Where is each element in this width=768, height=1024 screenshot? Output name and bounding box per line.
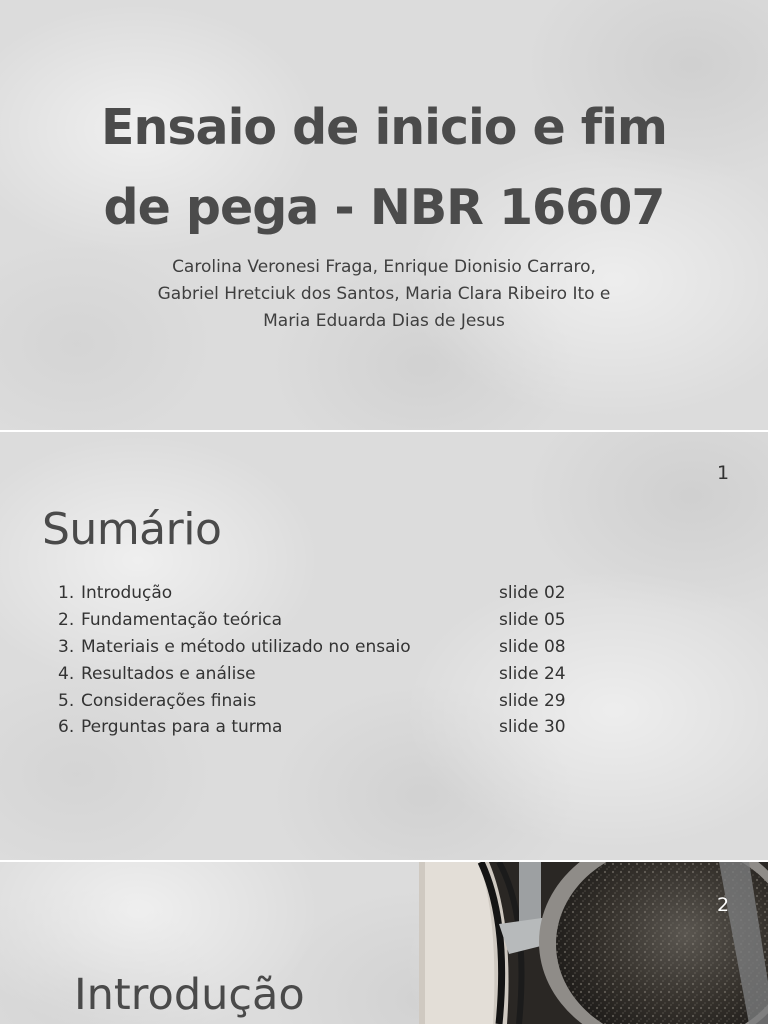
- intro-slide: [0, 862, 768, 1024]
- item-number: 2.: [58, 610, 75, 631]
- summary-item: [58, 607, 598, 634]
- cover-title-line-1: Ensaio de inicio e fim: [101, 99, 667, 156]
- page-number: 2: [717, 894, 730, 916]
- item-slide-ref: slide 30: [499, 717, 566, 738]
- summary-item: [58, 580, 598, 607]
- authors-line-1: Carolina Veronesi Fraga, Enrique Dionisio Carraro,: [172, 257, 596, 277]
- item-slide-ref: slide 02: [499, 583, 566, 604]
- summary-list: [58, 580, 598, 741]
- item-number: 4.: [58, 663, 75, 684]
- cover-authors: [60, 254, 708, 335]
- item-label: Introdução: [81, 583, 173, 604]
- page-number: 1: [717, 462, 730, 484]
- mixer-photo-illustration: [419, 862, 768, 1024]
- item-slide-ref: slide 08: [499, 636, 566, 657]
- summary-item: [58, 687, 598, 714]
- authors-line-3: Maria Eduarda Dias de Jesus: [263, 311, 505, 331]
- concrete-mixer-photo: [419, 862, 768, 1024]
- summary-item: [58, 660, 598, 687]
- item-number: 1.: [58, 583, 75, 604]
- intro-title: Introdução: [74, 970, 305, 1020]
- cover-title: [40, 88, 728, 248]
- authors-line-2: Gabriel Hretciuk dos Santos, Maria Clara Ribeiro Ito e: [157, 284, 611, 304]
- cover-slide: [0, 0, 768, 430]
- item-label: Fundamentação teórica: [81, 610, 283, 631]
- item-number: 5.: [58, 690, 75, 711]
- item-slide-ref: slide 29: [499, 690, 566, 711]
- item-label: Considerações finais: [81, 690, 257, 711]
- item-number: 6.: [58, 717, 75, 738]
- summary-title: Sumário: [42, 504, 222, 555]
- summary-slide: [0, 432, 768, 860]
- summary-item: [58, 714, 598, 741]
- item-number: 3.: [58, 636, 75, 657]
- item-label: Materiais e método utilizado no ensaio: [81, 636, 411, 657]
- item-label: Resultados e análise: [81, 663, 256, 684]
- item-label: Perguntas para a turma: [81, 717, 283, 738]
- item-slide-ref: slide 05: [499, 610, 566, 631]
- item-slide-ref: slide 24: [499, 663, 566, 684]
- cover-title-line-2: de pega - NBR 16607: [103, 179, 665, 236]
- summary-item: [58, 634, 598, 661]
